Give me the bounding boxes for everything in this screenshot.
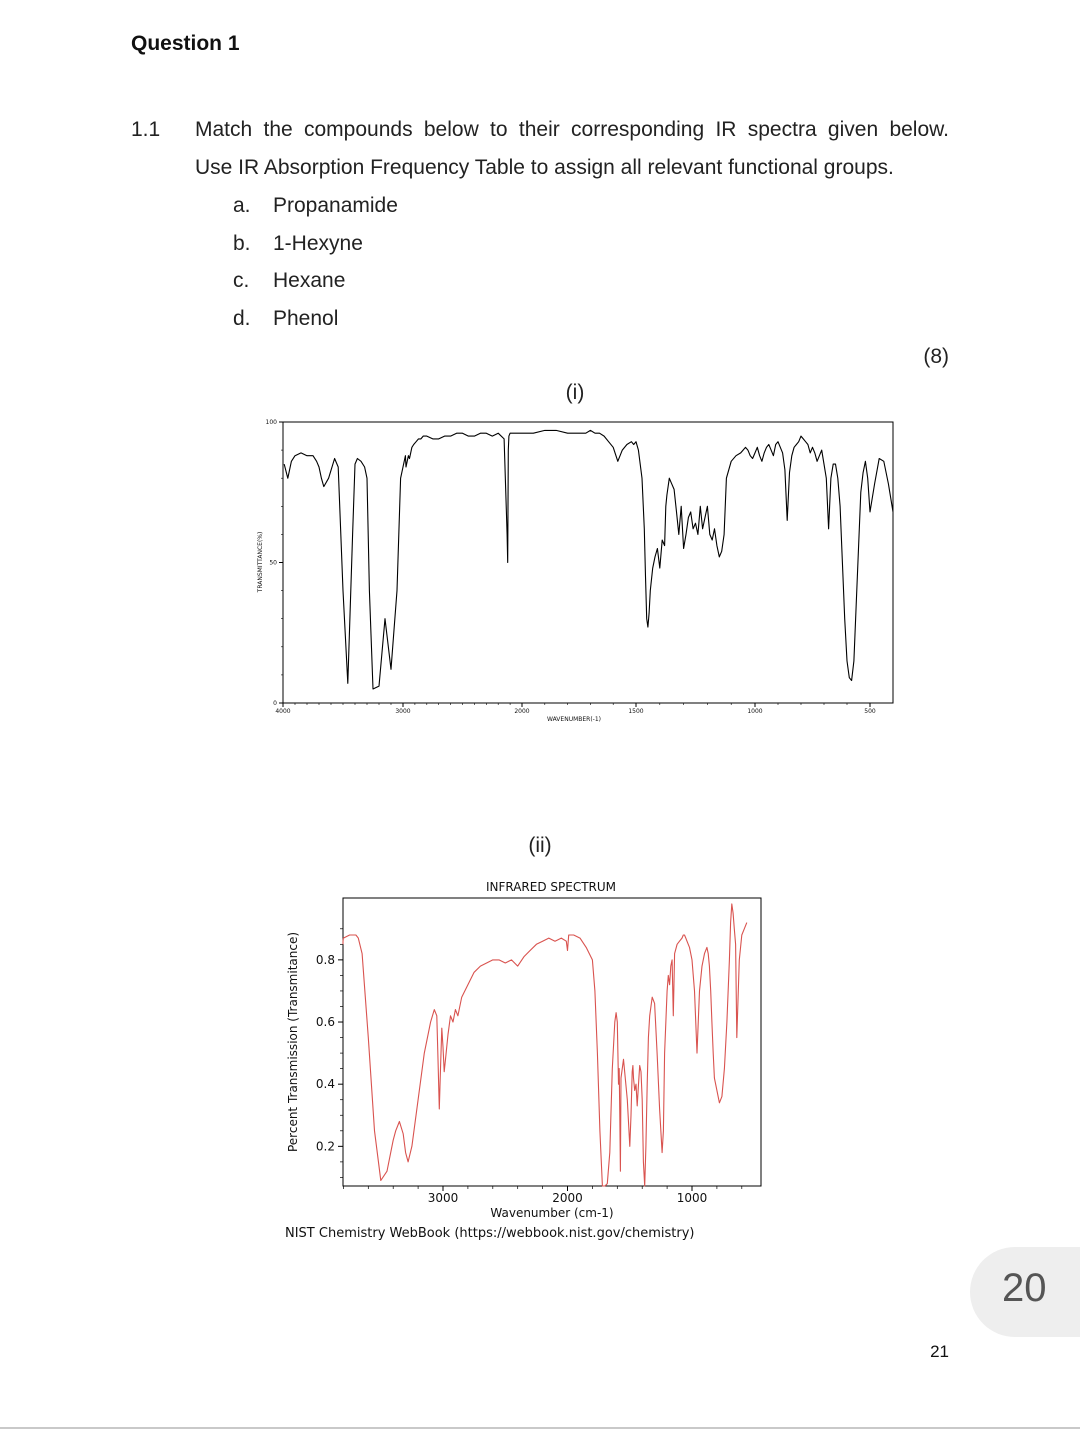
x-axis-label: WAVENUMBER(-1) [546, 716, 602, 723]
option-letter: b. [233, 232, 251, 255]
y-tick-label: 0.6 [315, 1015, 335, 1030]
question-instruction-line-2: Use IR Absorption Frequency Table to assign all relevant functional groups. [195, 156, 894, 179]
y-axis-ticks [266, 419, 283, 707]
spectrum-ii-chart [280, 875, 780, 1225]
x-tick-label: 1000 [747, 708, 763, 715]
chart-title: INFRARED SPECTRUM [485, 880, 617, 894]
spectrum-line [284, 430, 893, 689]
y-axis-label: Percent Transmission (Transmitance) [286, 931, 300, 1153]
y-tick-label: 0.8 [315, 952, 335, 967]
spectrum-ii-label: (ii) [528, 834, 552, 857]
x-axis-ticks [275, 703, 876, 715]
option-text: Propanamide [273, 194, 398, 217]
y-tick-label: 100 [265, 419, 277, 426]
y-axis-label: TRANSMITTANCE(%) [257, 531, 264, 593]
question-number: 1.1 [131, 118, 161, 141]
x-axis-label: Wavenumber (cm-1) [490, 1206, 614, 1220]
spectrum-i-chart [250, 410, 910, 730]
page-number: 21 [930, 1342, 949, 1361]
x-tick-label: 4000 [275, 708, 291, 715]
option-text: Hexane [273, 269, 346, 292]
option-letter: d. [233, 307, 251, 330]
y-tick-label: 50 [269, 559, 277, 567]
bottom-divider [0, 1427, 1080, 1429]
question-instruction-line-1: Match the compounds below to their corresponding IR spectra given below. [195, 118, 949, 141]
x-tick-label: 2000 [552, 1191, 583, 1205]
x-tick-label: 3000 [427, 1191, 459, 1205]
question-title: Question 1 [131, 32, 240, 55]
x-tick-label: 3000 [395, 708, 411, 715]
y-tick-label: 0.4 [315, 1077, 335, 1092]
x-tick-label: 1000 [676, 1191, 708, 1205]
x-tick-label: 2000 [514, 708, 530, 715]
option-text: 1-Hexyne [273, 232, 363, 255]
source-caption: NIST Chemistry WebBook (https://webbook.nist.gov/chemistry) [285, 1226, 695, 1241]
option-text: Phenol [273, 307, 339, 330]
x-tick-label: 1500 [628, 708, 644, 715]
y-tick-label: 0 [273, 700, 277, 707]
option-letter: a. [233, 194, 251, 217]
x-tick-label: 500 [864, 708, 876, 715]
x-axis-ticks [343, 1186, 741, 1205]
spectrum-i-label: (i) [565, 381, 585, 404]
option-letter: c. [233, 269, 250, 292]
plot-frame [343, 898, 761, 1186]
marks-allocation: (8) [923, 345, 949, 368]
y-axis-ticks [316, 929, 343, 1178]
page-indicator-number: 20 [1002, 1266, 1047, 1310]
y-tick-label: 0.2 [315, 1139, 335, 1154]
plot-frame [283, 422, 893, 703]
spectrum-line [343, 904, 747, 1186]
